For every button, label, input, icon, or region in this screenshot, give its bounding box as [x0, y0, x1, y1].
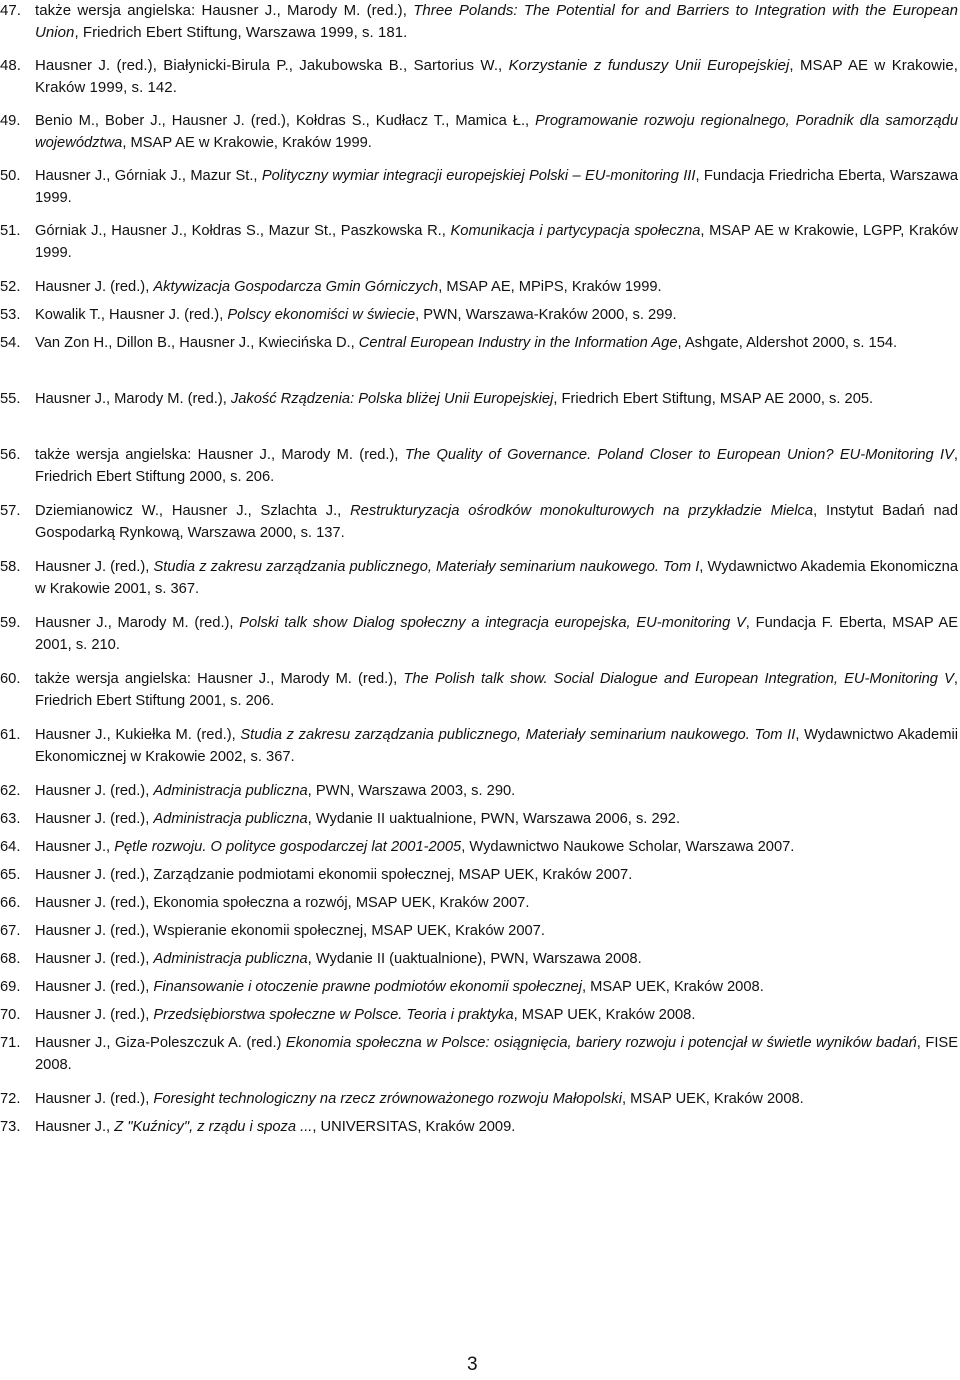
entry-text-segment: Hausner J. (red.), [35, 979, 154, 995]
bibliography-entry [0, 332, 958, 354]
entry-text [35, 808, 958, 830]
entry-text-segment: , Wydawnictwo Naukowe Scholar, Warszawa 2007. [461, 839, 795, 855]
entry-title: The Quality of Governance. Poland Closer to European Union? EU-Monitoring IV [404, 447, 954, 463]
entry-number: 67. [0, 923, 21, 939]
entry-number: 66. [0, 895, 21, 911]
entry-text-segment: także wersja angielska: Hausner J., Marody M. (red.), [35, 671, 404, 687]
entry-number: 57. [0, 503, 21, 519]
entry-text-segment: , Friedrich Ebert Stiftung, Warszawa 1999, s. 181. [74, 24, 408, 41]
entry-text-segment: Hausner J., Giza-Poleszczuk A. (red.) [35, 1035, 286, 1051]
bibliography-entry [0, 388, 958, 410]
entry-title: Administracja publiczna [153, 811, 308, 827]
entry-text-segment: , Wydanie II (uaktualnione), PWN, Warszawa 2008. [307, 951, 642, 967]
entry-text-segment: Hausner J. (red.), Zarządzanie podmiotami ekonomii społecznej, MSAP UEK, Kraków 2007. [35, 867, 633, 883]
entry-text-segment: , MSAP UEK, Kraków 2008. [621, 1091, 804, 1107]
bibliography-entry [0, 1116, 958, 1138]
entry-text [35, 948, 958, 970]
bibliography-entry [0, 55, 958, 99]
entry-text [35, 55, 958, 99]
entry-title: Studia z zakresu zarządzania publicznego, Materiały seminarium naukowego. Tom I [153, 559, 700, 575]
entry-text-segment: , MSAP AE w Krakowie, Kraków 1999, s. 142. [35, 57, 958, 96]
entry-number: 59. [0, 615, 21, 631]
entry-title: Z "Kuźnicy", z rządu i spoza ... [114, 1119, 313, 1135]
entry-number: 55. [0, 391, 21, 407]
entry-text [35, 165, 958, 209]
entry-text-segment: Hausner J., [35, 1119, 115, 1135]
bibliography-entry [0, 920, 958, 942]
entry-text-segment: , UNIVERSITAS, Kraków 2009. [312, 1119, 516, 1135]
entry-text-segment: Hausner J., Marody M. (red.), [35, 615, 240, 631]
entry-title: Jakość Rządzenia: Polska bliżej Unii Europejskiej [230, 391, 554, 407]
entry-text-segment: , MSAP UEK, Kraków 2008. [582, 979, 764, 995]
entry-title: Polscy ekonomiści w świecie [227, 307, 416, 323]
entry-number: 47. [0, 2, 22, 19]
entry-number: 62. [0, 783, 21, 799]
entry-text-segment: , Friedrich Ebert Stiftung 2001, s. 206. [35, 671, 958, 709]
entry-title: Ekonomia społeczna w Polsce: osiągnięcia, bariery rozwoju i potencjał w świetle wyników badań [285, 1035, 917, 1051]
entry-text [35, 668, 958, 712]
entry-text-segment: , Wydanie II uaktualnione, PWN, Warszawa 2006, s. 292. [307, 811, 681, 827]
bibliography-entry [0, 836, 958, 858]
entry-number: 53. [0, 307, 21, 323]
entry-text-segment: Kowalik T., Hausner J. (red.), [35, 307, 228, 323]
entry-title: Polski talk show Dialog społeczny a integracja europejska, EU-monitoring V [239, 615, 746, 631]
entry-text-segment: Hausner J. (red.), [35, 279, 154, 295]
entry-text-segment: Hausner J. (red.), [35, 783, 154, 799]
entry-number: 68. [0, 951, 21, 967]
entry-text [35, 892, 958, 914]
entry-text [35, 332, 958, 354]
entry-text [35, 388, 958, 410]
entry-text [35, 1088, 958, 1110]
entry-text-segment: , MSAP UEK, Kraków 2008. [513, 1007, 696, 1023]
entry-text-segment: , Friedrich Ebert Stiftung 2000, s. 206. [35, 447, 958, 485]
entry-text [35, 444, 958, 488]
entry-title: The Polish talk show. Social Dialogue and European Integration, EU-Monitoring V [403, 671, 954, 687]
bibliography-entry [0, 500, 958, 544]
entry-text [35, 1032, 958, 1076]
bibliography-entry [0, 220, 958, 264]
entry-text [35, 920, 958, 942]
entry-title: Pętle rozwoju. O polityce gospodarczej lat 2001-2005 [114, 839, 462, 855]
entry-text [35, 780, 958, 802]
entry-title: Programowanie rozwoju regionalnego, Poradnik dla samorządu województwa [35, 113, 958, 151]
bibliography-entry [0, 110, 958, 154]
entry-text-segment: Hausner J. (red.), [35, 559, 154, 575]
entry-title: Komunikacja i partycypacja społeczna [450, 223, 701, 239]
bibliography-entry [0, 556, 958, 600]
entry-text-segment: , Wydawnictwo Akademia Ekonomiczna w Krakowie 2001, s. 367. [35, 559, 958, 597]
entry-title: Foresight technologiczny na rzecz zrównoważonego rozwoju Małopolski [153, 1091, 622, 1107]
bibliography-entry [0, 444, 958, 488]
entry-text [35, 110, 958, 154]
entry-text [35, 220, 958, 264]
entry-text-segment: Hausner J., [35, 839, 115, 855]
entry-title: Aktywizacja Gospodarcza Gmin Górniczych [153, 279, 439, 295]
entry-text [35, 976, 958, 998]
entry-number: 49. [0, 113, 21, 129]
bibliography-entry [0, 1004, 958, 1026]
entry-number: 58. [0, 559, 21, 575]
entry-number: 71. [0, 1035, 21, 1051]
entry-text-segment: , Wydawnictwo Akademii Ekonomicznej w Krakowie 2002, s. 367. [35, 727, 958, 765]
entry-text [35, 724, 958, 768]
entry-number: 70. [0, 1007, 21, 1023]
bibliography-entry [0, 1032, 958, 1076]
entry-text-segment: , Ashgate, Aldershot 2000, s. 154. [677, 335, 898, 351]
entry-text [35, 836, 958, 858]
bibliography-entry [0, 668, 958, 712]
entry-text-segment: , MSAP AE, MPiPS, Kraków 1999. [438, 279, 662, 295]
entry-text-segment: , Instytut Badań nad Gospodarką Rynkową, Warszawa 2000, s. 137. [35, 503, 958, 541]
entry-title: Studia z zakresu zarządzania publicznego, Materiały seminarium naukowego. Tom II [240, 727, 796, 743]
entry-text-segment: , FISE 2008. [35, 1035, 958, 1073]
bibliography-entry [0, 1088, 958, 1110]
bibliography-entry [0, 948, 958, 970]
entry-text [35, 0, 958, 44]
entry-title: Korzystanie z funduszy Unii Europejskiej [508, 57, 790, 74]
entry-title: Administracja publiczna [153, 951, 308, 967]
entry-number: 72. [0, 1091, 21, 1107]
entry-text-segment: także wersja angielska: Hausner J., Marody M. (red.), [35, 2, 414, 19]
entry-title: Finansowanie i otoczenie prawne podmiotów ekonomii społecznej [153, 979, 582, 995]
entry-number: 69. [0, 979, 21, 995]
bibliography-entry [0, 0, 958, 44]
entry-text-segment: Górniak J., Hausner J., Kołdras S., Mazur St., Paszkowska R., [35, 223, 451, 239]
entry-text-segment: Hausner J. (red.), Ekonomia społeczna a rozwój, MSAP UEK, Kraków 2007. [35, 895, 530, 911]
bibliography-entry [0, 976, 958, 998]
entry-text-segment: , Fundacja F. Eberta, MSAP AE 2001, s. 210. [35, 615, 958, 653]
entry-text-segment: Hausner J., Górniak J., Mazur St., [35, 168, 262, 184]
entry-text [35, 500, 958, 544]
entry-text-segment: , Friedrich Ebert Stiftung, MSAP AE 2000, s. 205. [553, 391, 874, 407]
entry-number: 65. [0, 867, 21, 883]
entry-text-segment: Hausner J. (red.), [35, 1091, 154, 1107]
page-number: 3 [467, 1354, 478, 1375]
entry-number: 63. [0, 811, 21, 827]
entry-number: 48. [0, 57, 22, 74]
entry-text-segment: , MSAP AE w Krakowie, LGPP, Kraków 1999. [35, 223, 958, 261]
entry-text-segment: Van Zon H., Dillon B., Hausner J., Kwiecińska D., [35, 335, 359, 351]
entry-text-segment: Hausner J. (red.), [35, 811, 154, 827]
entry-title: Polityczny wymiar integracji europejskiej Polski – EU-monitoring III [261, 168, 696, 184]
entry-title: Restrukturyzacja ośrodków monokulturowych na przykładzie Mielca [350, 503, 814, 519]
entry-text [35, 1116, 958, 1138]
entry-text-segment: Hausner J., Marody M. (red.), [35, 391, 231, 407]
entry-title: European Union [35, 2, 958, 41]
entry-text [35, 1004, 958, 1026]
entry-text [35, 864, 958, 886]
bibliography-entry [0, 892, 958, 914]
entry-title: Central European Industry in the Information Age [358, 335, 678, 351]
entry-text-segment: Hausner J. (red.), Białynicki-Birula P., Jakubowska B., Sartorius W., [35, 57, 509, 74]
entry-text [35, 276, 958, 298]
bibliography-entry [0, 780, 958, 802]
entry-text [35, 612, 958, 656]
entry-text-segment: Benio M., Bober J., Hausner J. (red.), Kołdras S., Kudłacz T., Mamica Ł., [35, 113, 536, 129]
entry-number: 56. [0, 447, 21, 463]
entry-text [35, 556, 958, 600]
entry-text-segment: Hausner J. (red.), [35, 951, 154, 967]
entry-title: Administracja publiczna [153, 783, 308, 799]
entry-number: 73. [0, 1119, 21, 1135]
entry-title: Three Polands: The Potential for and Barriers to Integration with the [413, 2, 887, 19]
entry-number: 64. [0, 839, 21, 855]
entry-text-segment: , MSAP AE w Krakowie, Kraków 1999. [122, 135, 372, 151]
entry-number: 50. [0, 168, 21, 184]
entry-number: 54. [0, 335, 21, 351]
entry-text-segment: Dziemianowicz W., Hausner J., Szlachta J., [35, 503, 351, 519]
entry-text-segment: Hausner J. (red.), [35, 1007, 154, 1023]
bibliography-entry [0, 808, 958, 830]
entry-title: Przedsiębiorstwa społeczne w Polsce. Teoria i praktyka [153, 1007, 514, 1023]
bibliography-entry [0, 864, 958, 886]
entry-text-segment: także wersja angielska: Hausner J., Marody M. (red.), [35, 447, 405, 463]
entry-number: 52. [0, 279, 21, 295]
entry-number: 51. [0, 223, 21, 239]
bibliography-entry [0, 276, 958, 298]
entry-text-segment: , Fundacja Friedricha Eberta, Warszawa 1999. [35, 168, 958, 206]
bibliography-entry [0, 304, 958, 326]
entry-number: 61. [0, 727, 21, 743]
entry-text-segment: Hausner J., Kukiełka M. (red.), [35, 727, 241, 743]
entry-text-segment: , PWN, Warszawa 2003, s. 290. [307, 783, 516, 799]
entry-number: 60. [0, 671, 21, 687]
bibliography-entry [0, 165, 958, 209]
bibliography-entry [0, 724, 958, 768]
entry-text [35, 304, 958, 326]
entry-text-segment: , PWN, Warszawa-Kraków 2000, s. 299. [415, 307, 677, 323]
entry-text-segment: Hausner J. (red.), Wspieranie ekonomii społecznej, MSAP UEK, Kraków 2007. [35, 923, 545, 939]
bibliography-entry [0, 612, 958, 656]
